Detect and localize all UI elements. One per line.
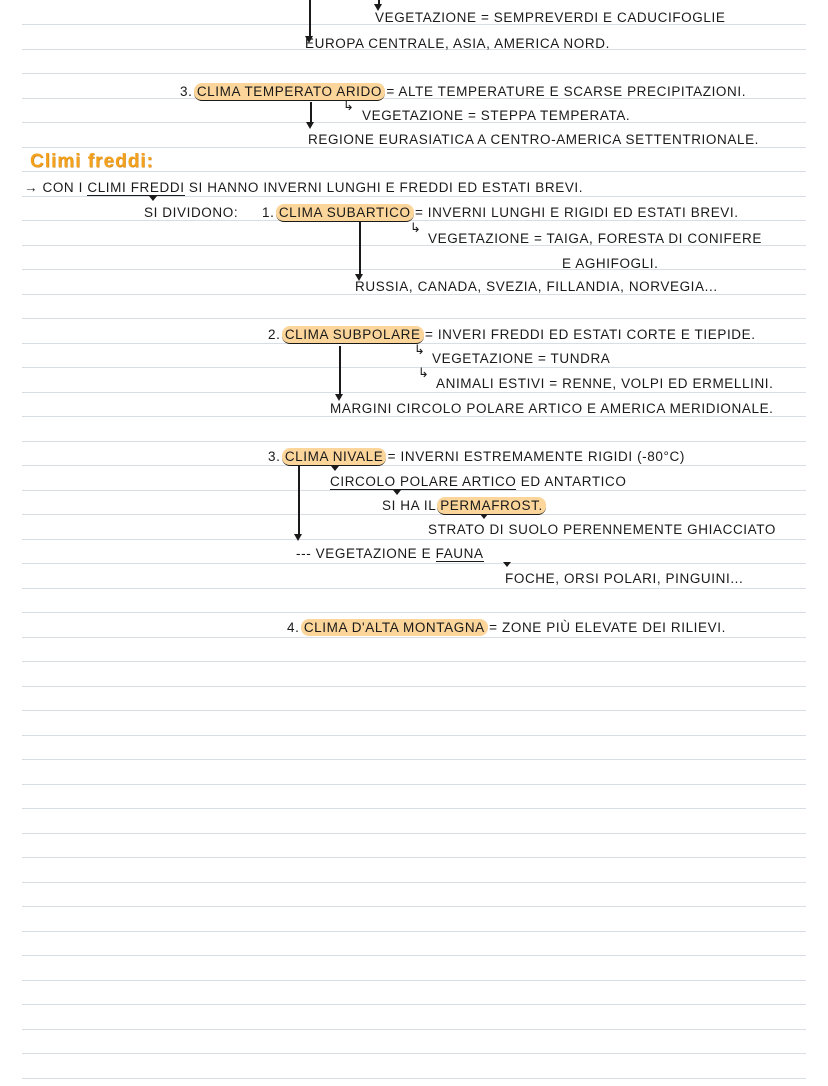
rule-line bbox=[22, 588, 806, 589]
arrow-down-icon bbox=[480, 514, 488, 519]
circle-line: CIRCOLO POLARE ARTICO ED ANTARTICO bbox=[330, 474, 627, 489]
intro-line: → CON I CLIMI FREDDI SI HANNO INVERNI LUNGHI E FREDDI ED ESTATI BREVI. bbox=[24, 180, 584, 195]
arrow-down-icon bbox=[149, 196, 157, 201]
section-title: Climi freddi: bbox=[30, 151, 154, 172]
vegetation-text: VEGETAZIONE = SEMPREVERDI E CADUCIFOGLIE bbox=[375, 10, 726, 25]
subpolar-line: 2. CLIMA SUBPOLARE = INVERI FREDDI ED ESTATI CORTE E TIEPIDE. bbox=[268, 327, 756, 342]
rule-line bbox=[22, 833, 806, 834]
definition: = ALTE TEMPERATURE E SCARSE PRECIPITAZIONI. bbox=[386, 84, 747, 99]
rule-line bbox=[22, 612, 806, 613]
vegetation-text: VEGETAZIONE = TAIGA, FORESTA DI CONIFERE bbox=[428, 231, 762, 246]
rule-line bbox=[22, 784, 806, 785]
rule-line bbox=[22, 563, 806, 564]
rule-line bbox=[22, 931, 806, 932]
regions-text: REGIONE EURASIATICA A CENTRO-AMERICA SETTENTRIONALE. bbox=[308, 132, 760, 147]
arrow-down-icon bbox=[306, 122, 314, 129]
arid-line bbox=[180, 84, 746, 100]
regions-text: MARGINI CIRCOLO POLARE ARTICO E AMERICA MERIDIONALE. bbox=[330, 401, 774, 416]
regions-text: EUROPA CENTRALE, ASIA, AMERICA NORD. bbox=[305, 36, 610, 51]
connector-line bbox=[339, 346, 341, 396]
rule-line bbox=[22, 661, 806, 662]
rule-line bbox=[22, 318, 806, 319]
rule-line bbox=[22, 906, 806, 907]
connector-line bbox=[309, 0, 311, 38]
term-underlined: CLIMI FREDDI bbox=[87, 180, 185, 195]
rule-line bbox=[22, 955, 806, 956]
rule-line bbox=[22, 441, 806, 442]
permafrost-definition: STRATO DI SUOLO PERENNEMENTE GHIACCIATO bbox=[428, 522, 776, 537]
connector-line bbox=[298, 466, 300, 536]
rule-line bbox=[22, 73, 806, 74]
rule-line bbox=[22, 808, 806, 809]
animals-text: ANIMALI ESTIVI = RENNE, VOLPI ED ERMELLINI. bbox=[436, 376, 774, 391]
arrow-down-icon bbox=[294, 534, 302, 541]
vegetation-text-cont: E AGHIFOGLI. bbox=[562, 256, 659, 271]
vegetation-text: VEGETAZIONE = STEPPA TEMPERATA. bbox=[362, 108, 631, 123]
rule-line bbox=[22, 980, 806, 981]
arrow-down-icon bbox=[335, 394, 343, 401]
rule-line bbox=[22, 857, 806, 858]
divide-text: SI DIVIDONO: bbox=[144, 205, 239, 220]
arrow-right-icon: → bbox=[24, 180, 39, 195]
rule-line bbox=[22, 514, 806, 515]
term-highlight: CLIMA SUBARTICO bbox=[276, 204, 414, 222]
rule-line bbox=[22, 1004, 806, 1005]
rule-line bbox=[22, 465, 806, 466]
rule-line bbox=[22, 367, 806, 368]
connector-line bbox=[310, 102, 312, 124]
arrow-down-icon bbox=[393, 490, 401, 495]
rule-line bbox=[22, 637, 806, 638]
arrow-down-icon bbox=[503, 562, 511, 567]
rule-line bbox=[22, 269, 806, 270]
rule-line bbox=[22, 539, 806, 540]
rule-line bbox=[22, 882, 806, 883]
rule-line bbox=[22, 1053, 806, 1054]
nival-line: 3. CLIMA NIVALE = INVERNI ESTREMAMENTE RIGIDI (-80°C) bbox=[268, 449, 685, 464]
rule-line bbox=[22, 710, 806, 711]
term-highlight: CLIMA TEMPERATO ARIDO bbox=[194, 83, 385, 101]
rule-line bbox=[22, 1029, 806, 1030]
term-underlined: FAUNA bbox=[435, 546, 484, 561]
vegetation-text: VEGETAZIONE = TUNDRA bbox=[432, 351, 611, 366]
mountain-line: 4. CLIMA D'ALTA MONTAGNA = ZONE PIÙ ELEVATE DEI RILIEVI. bbox=[287, 620, 726, 635]
rule-line bbox=[22, 1078, 806, 1079]
term-highlight: CLIMA NIVALE bbox=[282, 448, 386, 466]
permafrost-line: SI HA IL PERMAFROST. bbox=[382, 498, 543, 514]
connector-line bbox=[359, 222, 361, 276]
term-underlined: CIRCOLO POLARE ARTICO bbox=[330, 474, 517, 489]
rule-line bbox=[22, 759, 806, 760]
rule-line bbox=[22, 686, 806, 687]
hook-arrow-icon: ↳ bbox=[414, 342, 425, 357]
hook-arrow-icon: ↳ bbox=[410, 220, 421, 235]
regions-text: RUSSIA, CANADA, SVEZIA, FILLANDIA, NORVEGIA... bbox=[355, 279, 718, 294]
fauna-list: FOCHE, ORSI POLARI, PINGUINI... bbox=[505, 571, 744, 586]
term-highlight: CLIMA SUBPOLARE bbox=[282, 326, 424, 344]
hook-arrow-icon: ↳ bbox=[343, 98, 354, 113]
rule-line bbox=[22, 490, 806, 491]
rule-line bbox=[22, 735, 806, 736]
arrow-down-icon bbox=[331, 466, 339, 471]
rule-line bbox=[22, 392, 806, 393]
subarctic-line: 1. CLIMA SUBARTICO = INVERNI LUNGHI E RIGIDI ED ESTATI BREVI. bbox=[262, 205, 739, 220]
rule-line bbox=[22, 196, 806, 197]
fauna-line: --- VEGETAZIONE E FAUNA bbox=[296, 546, 484, 561]
item-number: 3. bbox=[180, 84, 193, 99]
term-highlight: CLIMA D'ALTA MONTAGNA bbox=[301, 619, 488, 636]
term-highlight: PERMAFROST. bbox=[437, 497, 546, 515]
hook-arrow-icon: ↳ bbox=[418, 365, 429, 380]
